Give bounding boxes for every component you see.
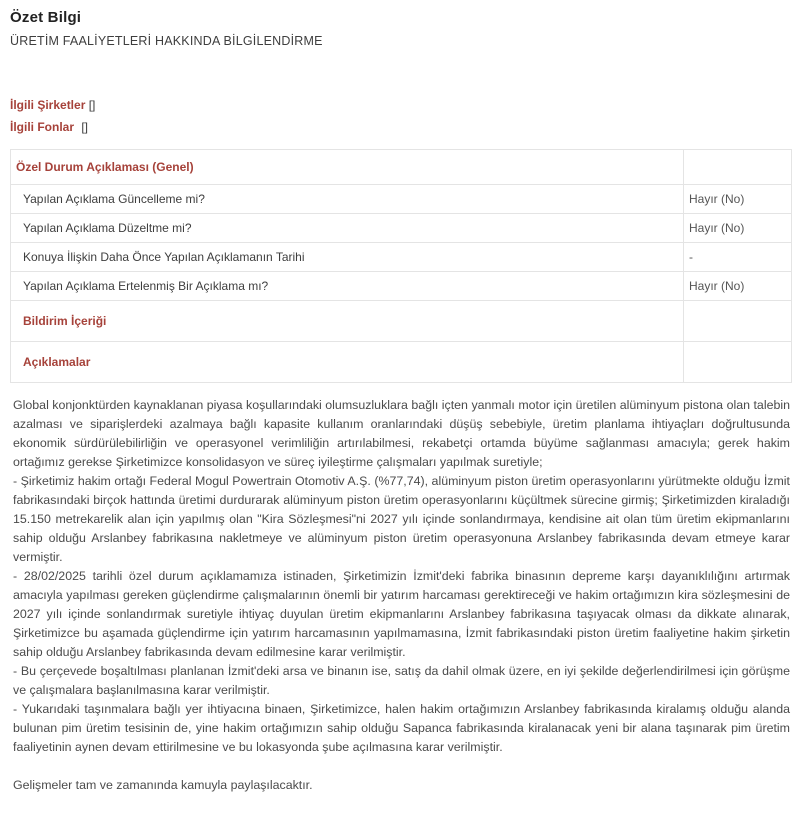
row-label: Yapılan Açıklama Güncelleme mi?: [11, 185, 684, 214]
row-value: Hayır (No): [684, 214, 792, 243]
table-row: [11, 272, 792, 301]
announcement-paragraph: - Şirketimiz hakim ortağı Federal Mogul Powertrain Otomotiv A.Ş. (%77,74), alüminyum piston üretim operasyonlarını yürütmekte olduğu İzmit fabrikasındaki birçok hattında üretimi durdurarak alüminyum piston üretim operasyonlarını küçültmek sürecine girmiş; Şirketimizden kiraladığı 15.150 metrekarelik alan için yapılmış olan "Kira Sözleşmesi"ni 2027 yılı içinde sonlandırmaya, kendisine ait olan tüm üretim ekipmanlarını sahip olduğu Arslanbey fabrikasına nakletmeye ve alüminyum piston üretim operasyonuna Arslanbey fabrikasında devam etmeye karar vermiştir.: [13, 474, 790, 564]
row-value: Hayır (No): [684, 272, 792, 301]
table-row: [11, 243, 792, 272]
row-value: -: [684, 243, 792, 272]
empty-cell: [684, 342, 792, 383]
section-label-aciklamalar: Açıklamalar: [11, 342, 684, 383]
table-section-row: [11, 342, 792, 383]
empty-cell: [684, 301, 792, 342]
announcement-paragraph: - Bu çerçevede boşaltılması planlanan İzmit'deki arsa ve binanın ise, satış da dahil olmak üzere, en iyi şekilde değerlendirilmesi için görüşme ve çalışmalara başlanılmasına karar verilmiştir.: [13, 664, 790, 697]
related-companies-value: []: [88, 98, 96, 112]
related-companies-label: İlgili Şirketler: [10, 98, 86, 112]
related-funds-label: İlgili Fonlar: [10, 120, 75, 134]
announcement-paragraph: - Yukarıdaki taşınmalara bağlı yer ihtiyacına binaen, Şirketimizce, halen hakim ortağımızın Arslanbey fabrikasında kiralamış olduğu alanda bulunan pim üretim tesisinin de, yine hakim ortağımızın sahip olduğu Sapanca fabrikasında kiralanacak yeni bir alana taşınarak pim üretim faaliyetinin aynen devam ettirilmesine ve bu lokasyonda şube açılmasına karar verilmiştir.: [13, 702, 790, 754]
related-companies-row: [10, 98, 790, 112]
row-label: Yapılan Açıklama Düzeltme mi?: [11, 214, 684, 243]
table-header-row: [11, 150, 792, 185]
announcement-paragraph: - 28/02/2025 tarihli özel durum açıklamamıza istinaden, Şirketimizin İzmit'deki fabrika binasının depreme karşı dayanıklılığını artırmak amacıyla yapılması gereken güçlendirme çalışmalarının önemli bir yatırım harcaması gerektireceği ve hakim ortağımızın kira sözleşmesini de 2027 yılı içinde sonlandırmak suretiyle ihtiyaç duyulan üretim ekipmanlarını Arslanbey fabrikasına taşıyacak olması da dikkate alınarak, Şirketimizce bu aşamada güçlendirme için yatırım harcamasının yapılmamasına, İzmit fabrikasındaki piston üretim faaliyetine hakim şirketin sahip olduğu Arslanbey fabrikasında devam edilmesine karar verilmiştir.: [13, 569, 790, 659]
disclosure-table: [10, 149, 792, 383]
section-label-bildirim-icerigi: Bildirim İçeriği: [11, 301, 684, 342]
related-funds-row: [10, 120, 790, 134]
empty-cell: [684, 150, 792, 185]
table-row: [11, 185, 792, 214]
announcement-body: [10, 396, 790, 795]
related-funds-value: []: [81, 120, 89, 134]
announcement-paragraph: Global konjonktürden kaynaklanan piyasa koşullarındaki olumsuzluklara bağlı içten yanmalı motor için üretilen alüminyum pistona olan talebin azalması ve siparişlerdeki azalmaya bağlı kapasite kullanım oranlarındaki düşüş sebebiyle, üretim planlama ihtiyaçları doğrultusunda ekonomik sürdürülebilirliğin ve operasyonel verimliliğin artırılabilmesi, rekabetçi ortamda büyüme sağlanması amacıyla; gerek hakim ortağımız gerekse Şirketimizce konsolidasyon ve süreç iyileştirme çalışmaları yapılmak suretiyle;: [13, 398, 790, 469]
closing-line: Gelişmeler tam ve zamanında kamuyla paylaşılacaktır.: [13, 778, 313, 792]
page-subtitle: ÜRETİM FAALİYETLERİ HAKKINDA BİLGİLENDİRME: [10, 34, 323, 48]
table-section-row: [11, 301, 792, 342]
row-value: Hayır (No): [684, 185, 792, 214]
table-section-header: Özel Durum Açıklaması (Genel): [11, 150, 684, 185]
page-title: Özet Bilgi: [10, 9, 82, 26]
table-row: [11, 214, 792, 243]
row-label: Konuya İlişkin Daha Önce Yapılan Açıklamanın Tarihi: [11, 243, 684, 272]
row-label: Yapılan Açıklama Ertelenmiş Bir Açıklama mı?: [11, 272, 684, 301]
